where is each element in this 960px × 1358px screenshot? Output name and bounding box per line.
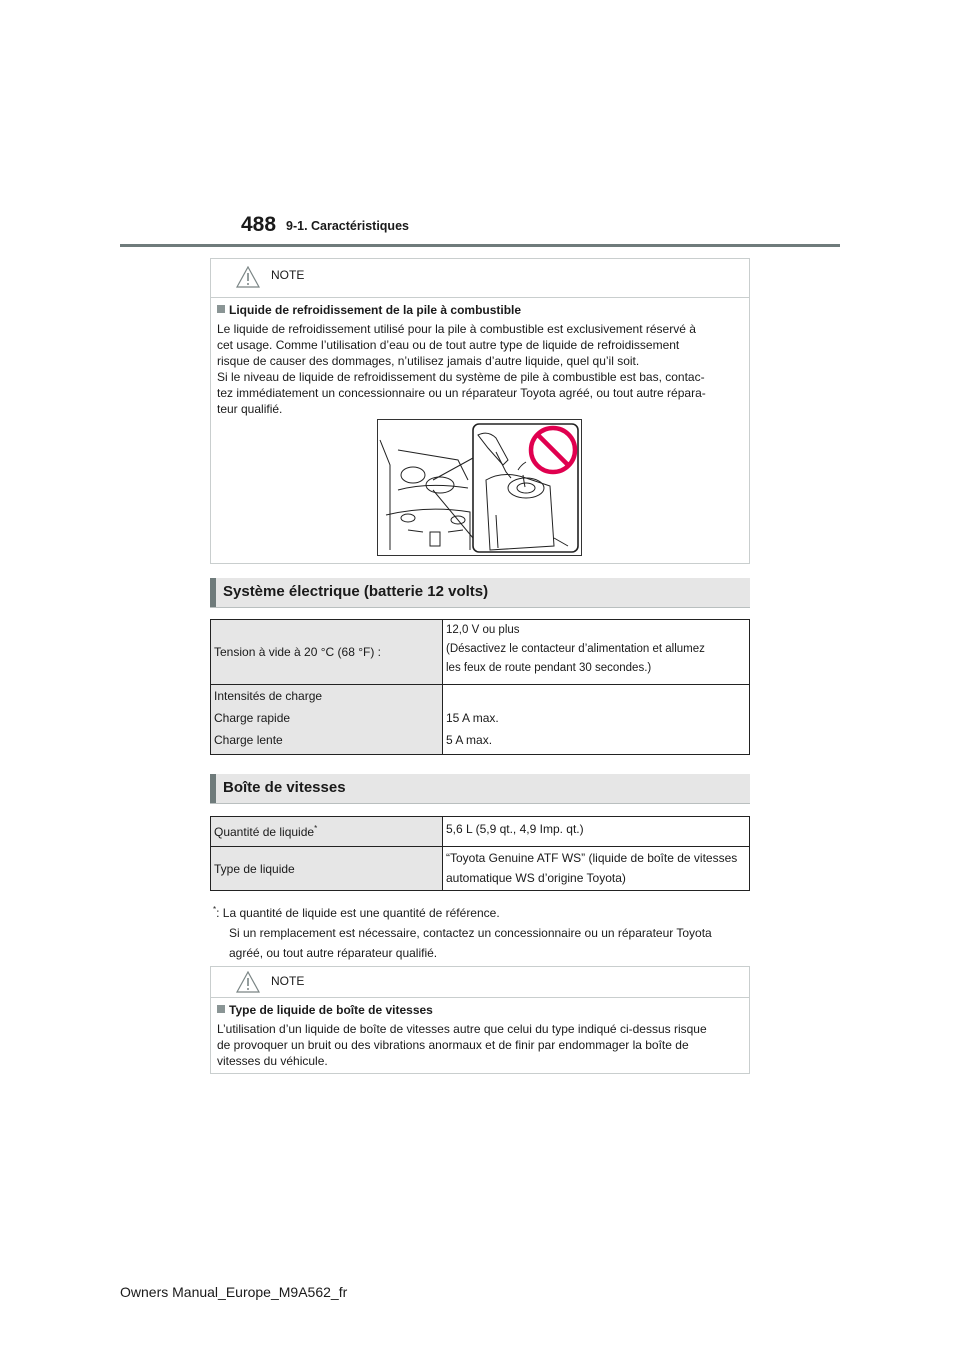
note-subheading: Liquide de refroidissement de la pile à combustible (217, 302, 743, 318)
square-bullet-icon (217, 1005, 225, 1013)
table-key-cell: Type de liquide (211, 847, 443, 891)
engine-bay-drawing (378, 420, 581, 555)
warning-icon (236, 971, 260, 993)
footnote-line: *: La quantité de liquide est une quantité de référence. (213, 905, 500, 920)
note-line: risque de causer des dommages, n’utilisez jamais d’autre liquide, quel qu’il soit. (217, 354, 640, 368)
note-line: Le liquide de refroidissement utilisé pour la pile à combustible est exclusivement réservé à (217, 322, 696, 336)
section-title: Système électrique (batterie 12 volts) (223, 583, 489, 600)
table-row (211, 685, 750, 755)
footnote-line: agréé, ou tout autre réparateur qualifié. (229, 946, 438, 960)
note-line: de provoquer un bruit ou des vibrations anormaux et de finir par endommager la boîte de (217, 1038, 689, 1052)
note-box-transmission (210, 966, 750, 1074)
warning-icon (236, 266, 260, 288)
footnote (213, 900, 712, 963)
note-line: tez immédiatement un concessionnaire ou un réparateur Toyota agréé, ou tout autre répara- (217, 386, 706, 400)
note-line: Si le niveau de liquide de refroidissement du système de pile à combustible est bas, contac- (217, 370, 705, 384)
transmission-spec-table (210, 816, 750, 891)
note-body (211, 302, 749, 417)
section-accent-bar (210, 578, 216, 607)
section-title: Boîte de vitesses (223, 779, 346, 796)
note-body (211, 1002, 749, 1069)
note-line: cet usage. Comme l’utilisation d’eau ou de tout autre type de liquide de refroidissement (217, 338, 680, 352)
section-header: 9-1. Caractéristiques (286, 219, 409, 233)
table-value-cell: 5,6 L (5,9 qt., 4,9 Imp. qt.) (443, 817, 750, 847)
table-row (211, 620, 750, 685)
prohibition-icon (531, 428, 575, 472)
footer-doc-id: Owners Manual_Europe_M9A562_fr (120, 1284, 348, 1300)
table-row (211, 847, 750, 891)
electrical-spec-table (210, 619, 750, 755)
table-key-cell: Intensités de charge Charge rapide Charge lente (211, 685, 443, 755)
footnote-marker: * (314, 824, 318, 833)
header-divider (120, 244, 840, 247)
table-value-cell: “Toyota Genuine ATF WS” (liquide de boîte de vitesses automatique WS d’origine Toyota) (443, 847, 750, 891)
table-key-cell: Tension à vide à 20 °C (68 °F) : (211, 620, 443, 685)
note-line: vitesses du véhicule. (217, 1054, 328, 1068)
note-line: L’utilisation d’un liquide de boîte de vitesses autre que celui du type indiqué ci-dessus risque (217, 1022, 707, 1036)
coolant-prohibition-illustration (377, 419, 582, 556)
note-title: NOTE (271, 268, 305, 282)
note-header (211, 259, 749, 298)
section-heading-transmission (210, 774, 750, 804)
note-header (211, 967, 749, 998)
note-title: NOTE (271, 974, 305, 988)
section-accent-bar (210, 774, 216, 803)
table-key-cell: Quantité de liquide* (211, 817, 443, 847)
section-heading-electrical (210, 578, 750, 608)
table-value-cell: 12,0 V ou plus (Désactivez le contacteur d’alimentation et allumez les feux de route pendant 30 secondes.) (443, 620, 750, 685)
page-number: 488 (241, 213, 277, 236)
footnote-line: Si un remplacement est nécessaire, contactez un concessionnaire ou un réparateur Toyota (229, 926, 712, 940)
table-row (211, 817, 750, 847)
table-value-cell: 15 A max. 5 A max. (443, 685, 750, 755)
note-subheading: Type de liquide de boîte de vitesses (217, 1002, 743, 1018)
square-bullet-icon (217, 305, 225, 313)
note-line: teur qualifié. (217, 402, 283, 416)
